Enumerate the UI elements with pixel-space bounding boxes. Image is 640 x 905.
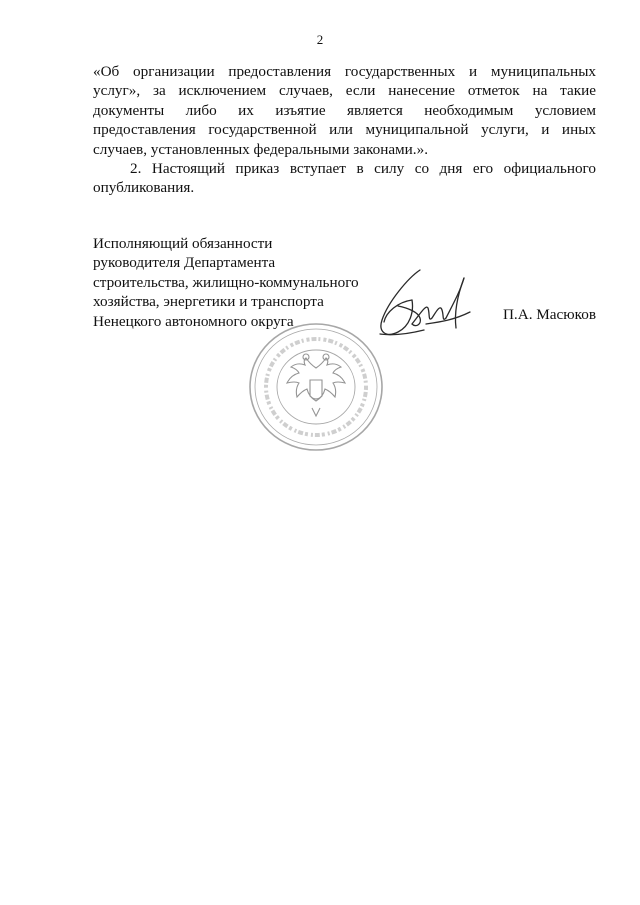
- eagle-emblem-icon: [287, 354, 345, 416]
- signatory-line: хозяйства, энергетики и транспорта: [93, 293, 324, 311]
- signature-icon: [368, 262, 478, 342]
- signatory-line: Ненецкого автономного округа: [93, 312, 294, 330]
- paragraph-effective-date: 2. Настоящий приказ вступает в силу со дня его официального опубликования.: [93, 160, 596, 197]
- signatory-block: [93, 234, 359, 331]
- page-number: 2: [316, 32, 324, 47]
- signatory-line: руководителя Департамента: [93, 254, 276, 272]
- seal-stamp-icon: [246, 320, 386, 454]
- paragraph-continuation: «Об организации предоставления государственных и муниципальных услуг», за исключением случаев, если нанесение отметок на такие документы либо их изъятие является необходимым условием предоставления государственной или муниципальной услуги, и иных случаев, установленных федеральными законами.».: [93, 63, 596, 158]
- signatory-line: строительства, жилищно-коммунального: [93, 273, 359, 291]
- signer-name: П.А. Масюков: [502, 306, 596, 323]
- document-body: [93, 62, 596, 198]
- signatory-line: Исполняющий обязанности: [93, 235, 273, 252]
